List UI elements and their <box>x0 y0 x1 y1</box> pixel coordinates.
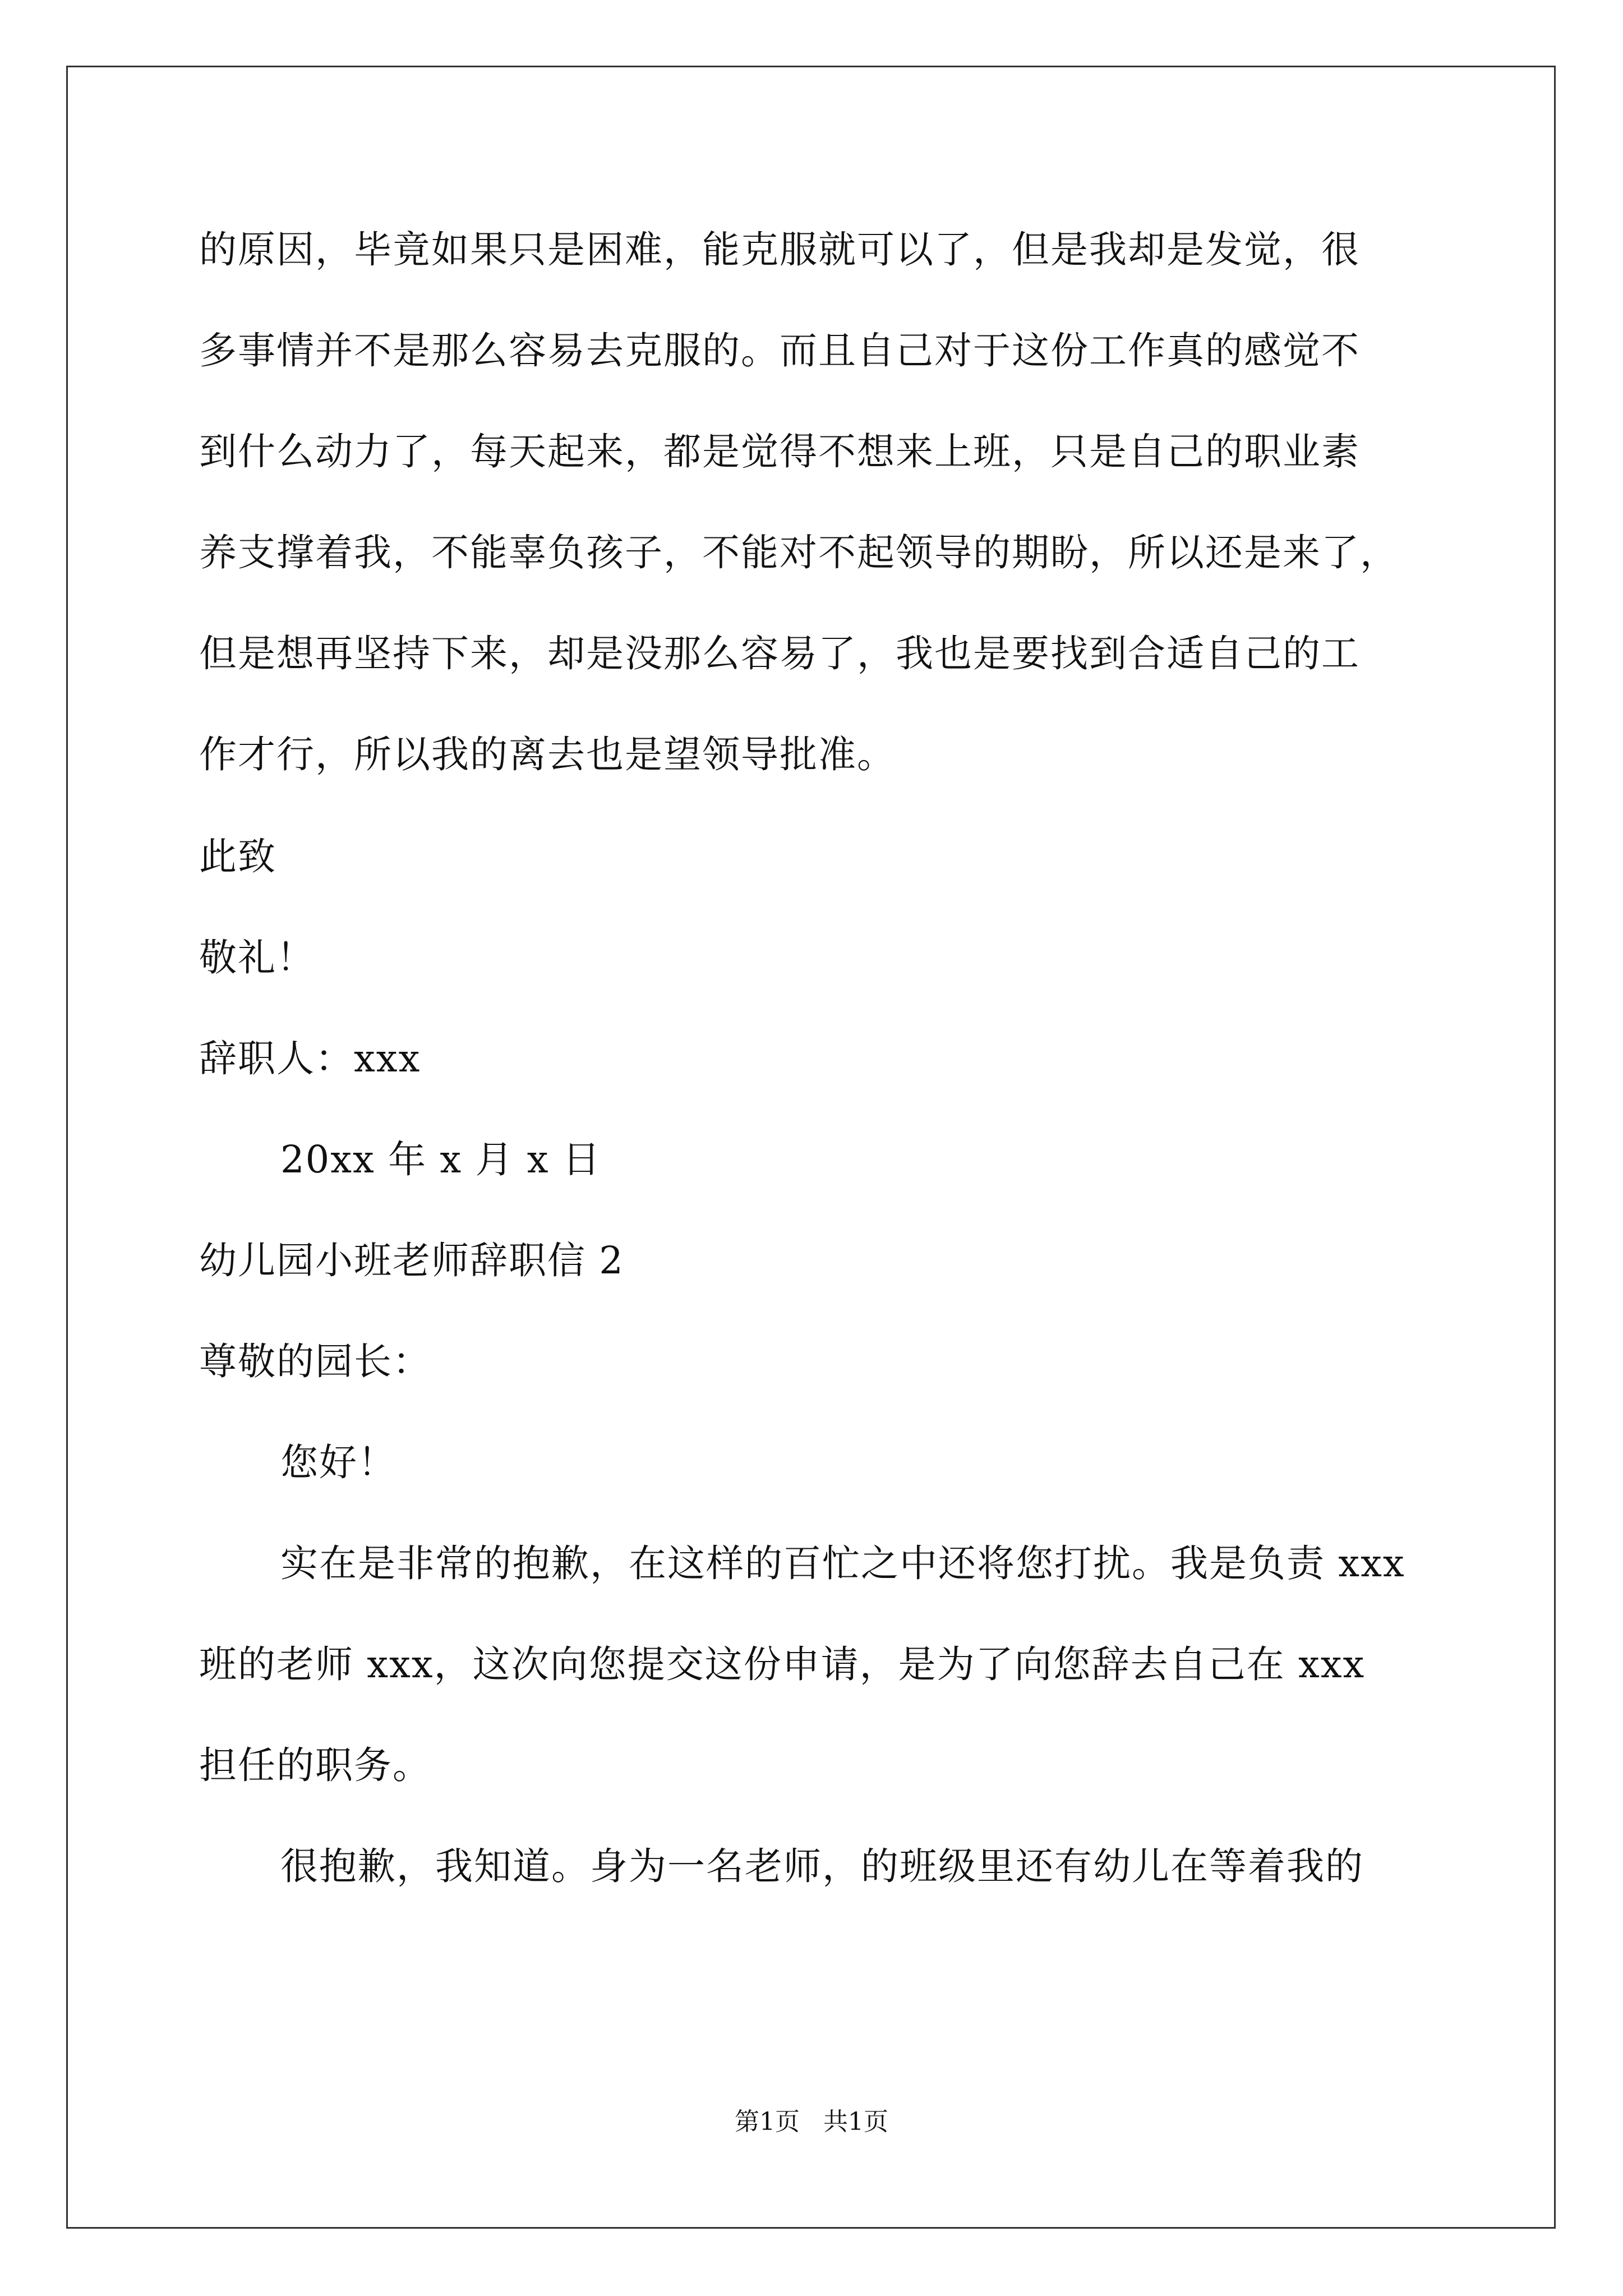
closing-salutation: 此致 <box>199 835 276 878</box>
body-line-4: 养支撑着我，不能辜负孩子，不能对不起领导的期盼，所以还是来了， <box>199 531 1399 574</box>
body-line-5: 但是想再坚持下来，却是没那么容易了，我也是要找到合适自己的工 <box>199 632 1360 675</box>
body2-line-3: 担任的职务。 <box>199 1743 431 1787</box>
body-line-2: 多事情并不是那么容易去克服的。而且自己对于这份工作真的感觉不 <box>199 329 1360 372</box>
date-line: 20xx 年 x 月 x 日 <box>280 1138 601 1181</box>
page-footer: 第1页 共1页 <box>735 2108 888 2136</box>
body-line-6: 作才行，所以我的离去也是望领导批准。 <box>199 733 896 776</box>
body2-line-1: 实在是非常的抱歉，在这样的百忙之中还将您打扰。我是负责 xxx <box>280 1542 1405 1585</box>
hello-line: 您好！ <box>280 1441 396 1484</box>
recipient-greeting: 尊敬的园长： <box>199 1340 431 1383</box>
closing-regards: 敬礼！ <box>199 936 315 979</box>
body-line-3: 到什么动力了，每天起来，都是觉得不想来上班，只是自己的职业素 <box>199 430 1360 473</box>
body2-line-2: 班的老师 xxx，这次向您提交这份申请，是为了向您辞去自己在 xxx <box>199 1642 1366 1686</box>
letter-title: 幼儿园小班老师辞职信 2 <box>199 1239 624 1282</box>
body-line-1: 的原因，毕竟如果只是困难，能克服就可以了，但是我却是发觉，很 <box>199 228 1360 272</box>
signature-line: 辞职人：xxx <box>199 1037 421 1080</box>
body2-line-4: 很抱歉，我知道。身为一名老师，的班级里还有幼儿在等着我的 <box>280 1844 1364 1888</box>
